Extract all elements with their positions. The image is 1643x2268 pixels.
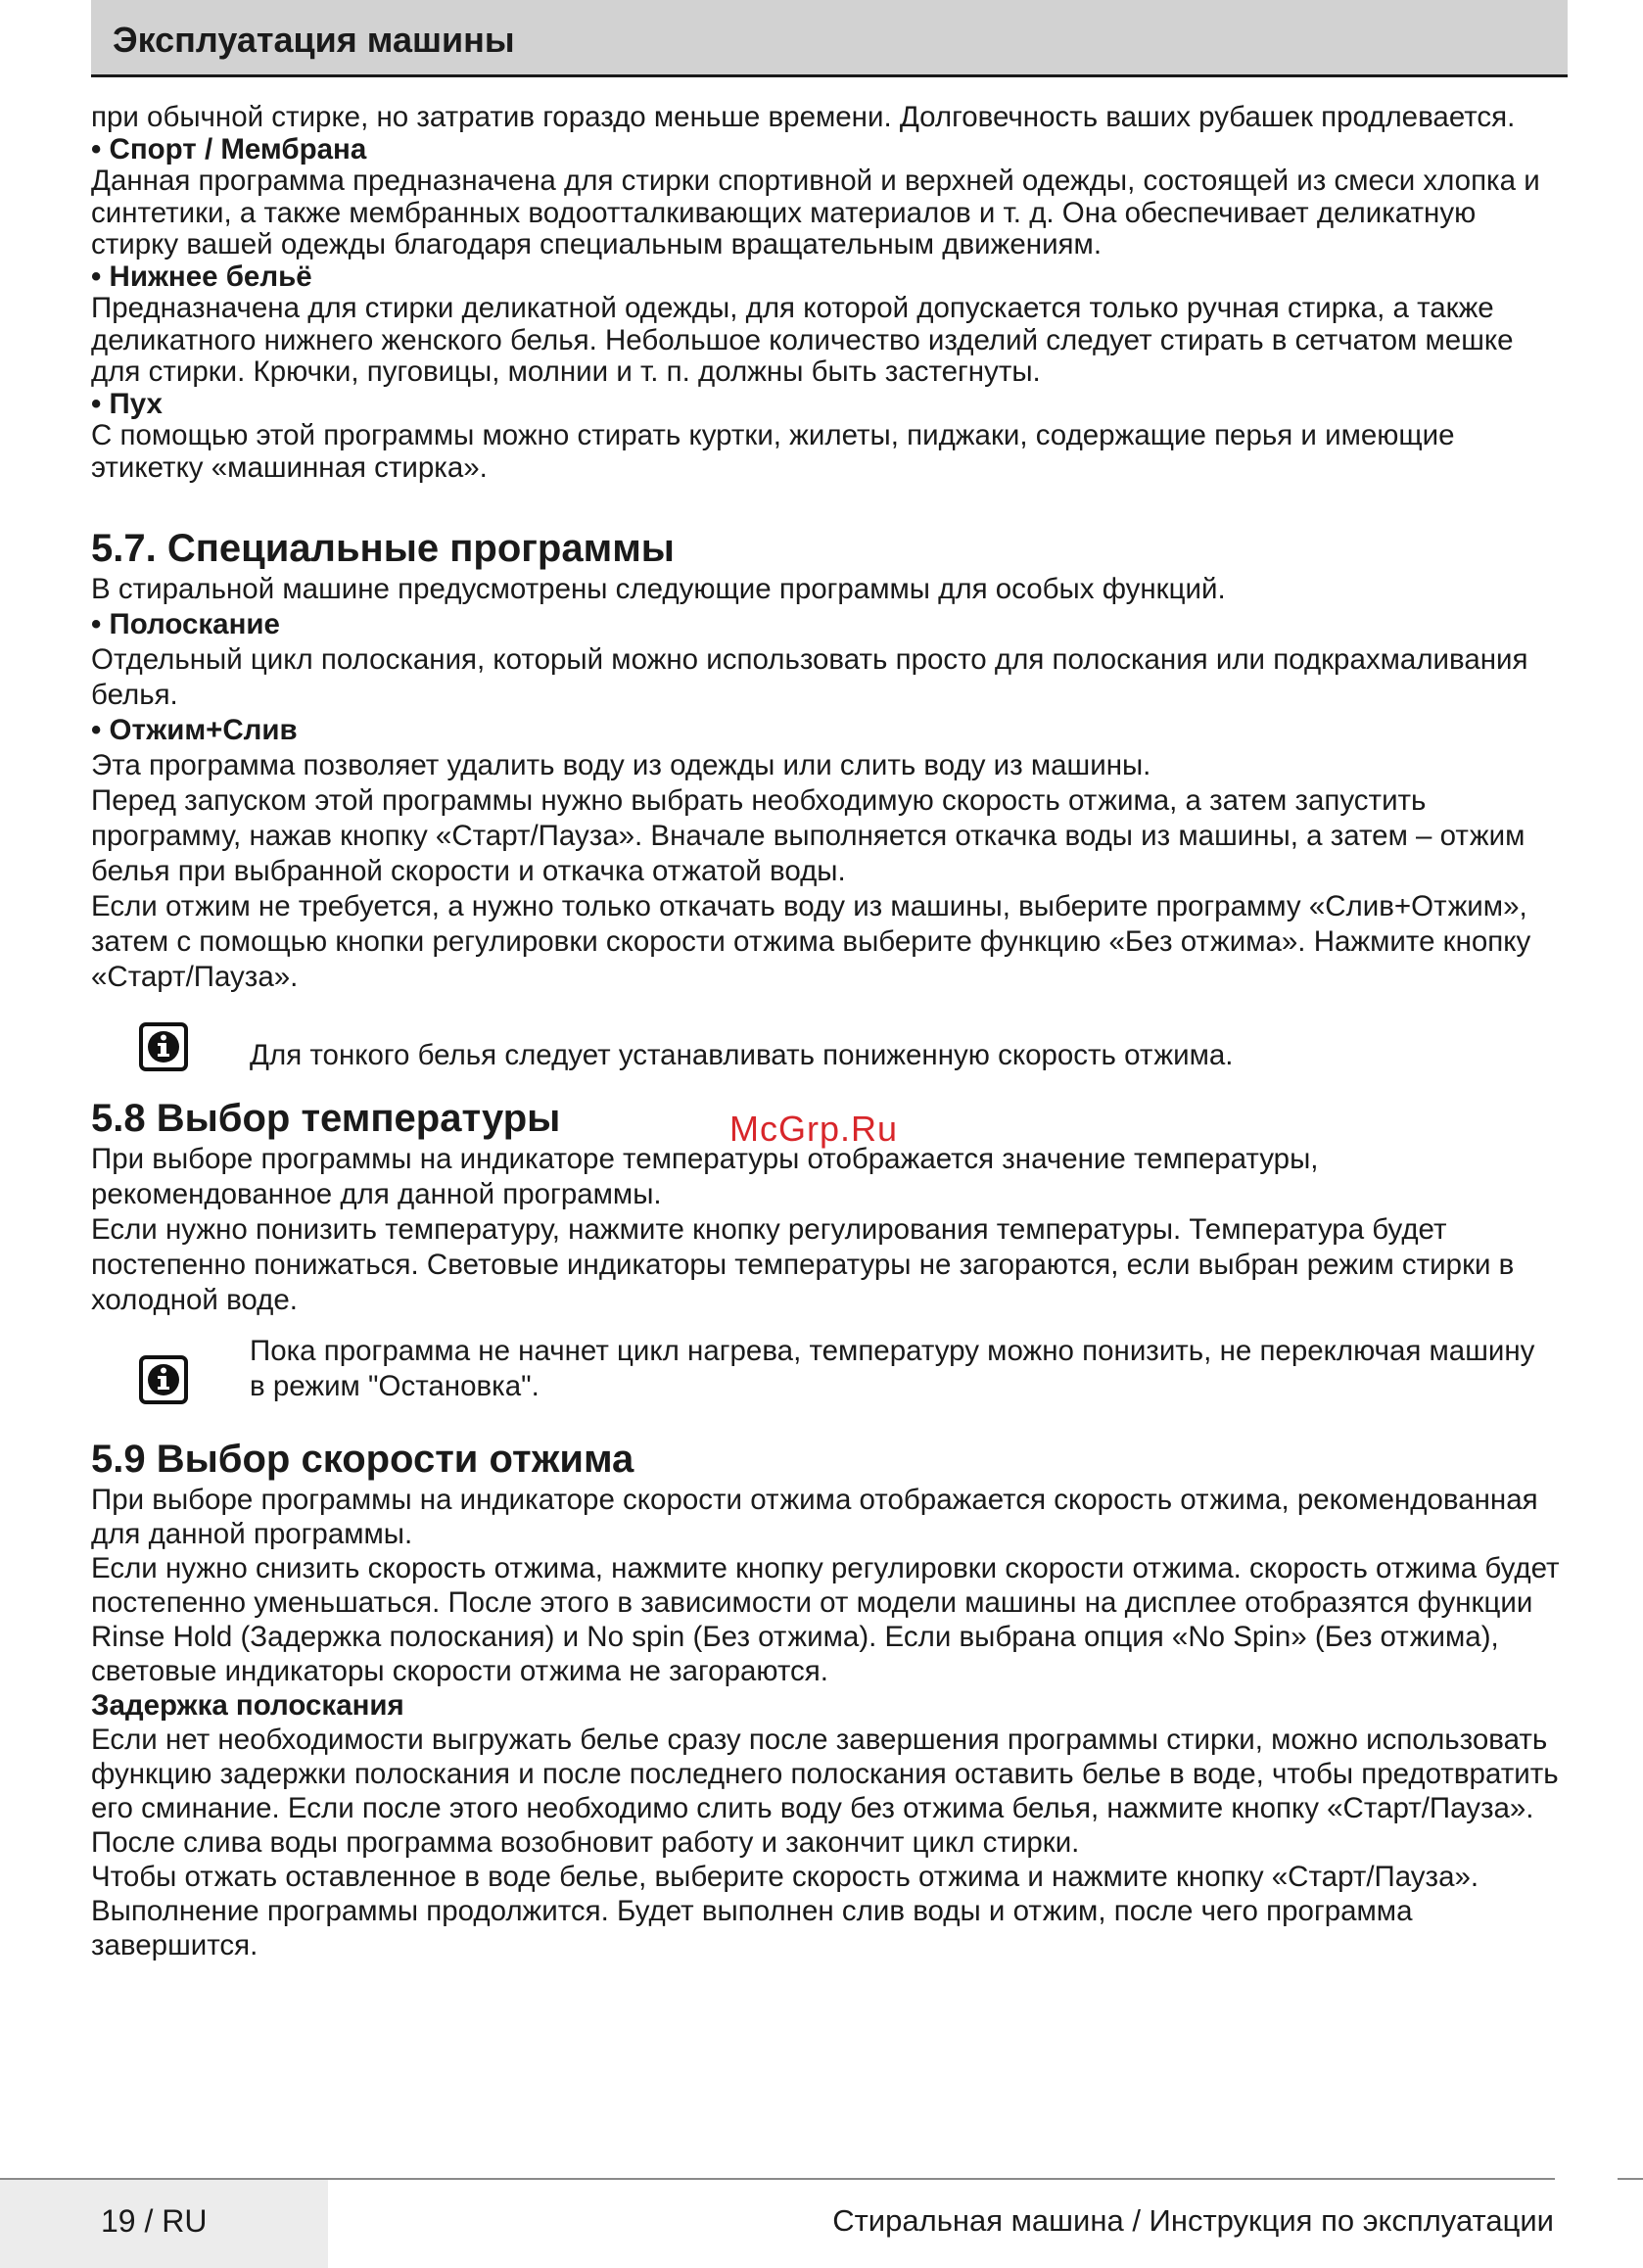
lingerie-program-text: Предназначена для стирки деликатной одежды, для которой допускается только ручная стирка, а также деликатного нижнего женского белья. Небольшое количество изделий следует стирать в сетчатом мешке для стирки. Крючки, пуговицы, молнии и т. п. должны быть застегнуты.	[91, 292, 1514, 388]
down-program-title: • Пух	[91, 387, 163, 420]
info-note-spin-text: Для тонкого белья следует устанавливать пониженную скорость отжима.	[250, 1039, 1234, 1071]
footer-page-box	[0, 2180, 328, 2268]
rinse-program-text: Отдельный цикл полоскания, который можно использовать просто для полоскания или подкрахмаливания белья.	[91, 643, 1528, 711]
section-5-9-title: 5.9 Выбор скорости отжима	[91, 1438, 634, 1481]
rinse-hold-paragraph-2: Чтобы отжать оставленное в воде белье, выберите скорость отжима и нажмите кнопку «Старт/Пауза».	[91, 1861, 1479, 1893]
info-icon	[139, 1355, 188, 1404]
watermark: McGrp.Ru	[729, 1109, 899, 1149]
section-5-9	[91, 1436, 1560, 1962]
page-content	[91, 102, 1560, 1962]
info-note-temperature-text: Пока программа не начнет цикл нагрева, температуру можно понизить, не переключая машину в режим "Остановка".	[250, 1335, 1535, 1402]
spin-drain-program-title: • Отжим+Слив	[91, 714, 298, 746]
section-5-7	[91, 525, 1560, 1091]
footer-divider-right	[1618, 2178, 1643, 2180]
section-5-8-title: 5.8 Выбор температуры	[91, 1097, 561, 1140]
rinse-hold-paragraph-3: Выполнение программы продолжится. Будет выполнен слив воды и отжим, после чего программа завершится.	[91, 1895, 1413, 1961]
spin-drain-paragraph-2: Перед запуском этой программы нужно выбрать необходимую скорость отжима, а затем запустить программу, нажав кнопку «Старт/Пауза». Вначале выполняется откачка воды из машины, а затем – отжим белья при выбранной скорости и откачка отжатой воды.	[91, 784, 1526, 887]
footer-document-title: Стиральная машина / Инструкция по эксплуатации	[832, 2203, 1554, 2238]
section-5-7-title: 5.7. Специальные программы	[91, 527, 675, 570]
page-header-title: Эксплуатация машины	[113, 20, 515, 60]
section-5-9-paragraph-1: При выборе программы на индикаторе скорости отжима отображается скорость отжима, рекомендованная для данной программы.	[91, 1484, 1538, 1550]
sport-program-title: • Спорт / Мембрана	[91, 132, 367, 165]
lingerie-program-title: • Нижнее бельё	[91, 260, 312, 293]
section-5-8-paragraph-2: Если нужно понизить температуру, нажмите кнопку регулирования температуры. Температура будет постепенно понижаться. Световые индикаторы температуры не загораются, если выбран режим стирки в холодной воде.	[91, 1213, 1515, 1316]
rinse-hold-title: Задержка полоскания	[91, 1689, 404, 1722]
info-icon	[139, 1022, 188, 1071]
sport-program-text: Данная программа предназначена для стирки спортивной и верхней одежды, состоящей из смеси хлопка и синтетики, а также мембранных водоотталкивающих материалов и т. д. Она обеспечивает деликатную стирку вашей одежды благодаря специальным вращательным движениям.	[91, 165, 1540, 260]
down-program-text: С помощью этой программы можно стирать куртки, жилеты, пиджаки, содержащие перья и имеющие этикетку «машинная стирка».	[91, 419, 1455, 484]
intro-section	[91, 102, 1560, 484]
section-5-9-paragraph-2: Если нужно снизить скорость отжима, нажмите кнопку регулировки скорости отжима. скорость отжима будет постепенно уменьшаться. После этого в зависимости от модели машины на дисплее отобразятся функции Rinse Hold (Задержка полоскания) и No spin (Без отжима). Если выбрана опция «No Spin» (Без отжима), световые индикаторы скорости отжима не загораются.	[91, 1552, 1560, 1687]
page-number: 19 / RU	[101, 2203, 208, 2239]
rinse-program-title: • Полоскание	[91, 608, 280, 640]
rinse-hold-paragraph-1: Если нет необходимости выгружать белье сразу после завершения программы стирки, можно использовать функцию задержки полоскания и после последнего полоскания оставить белье в воде, чтобы предотвратить его сминание. Если после этого необходимо слить воду без отжима белья, нажмите кнопку «Старт/Пауза». После слива воды программа возобновит работу и закончит цикл стирки.	[91, 1724, 1559, 1859]
header-bar	[91, 0, 1568, 77]
spin-drain-paragraph-1: Эта программа позволяет удалить воду из одежды или слить воду из машины.	[91, 749, 1151, 781]
section-5-7-intro: В стиральной машине предусмотрены следующие программы для особых функций.	[91, 573, 1226, 605]
intro-paragraph: при обычной стирке, но затратив гораздо меньше времени. Долговечность ваших рубашек продлевается.	[91, 101, 1516, 133]
spin-drain-paragraph-3: Если отжим не требуется, а нужно только откачать воду из машины, выберите программу «Слив+Отжим», затем с помощью кнопки регулировки скорости отжима выберите функцию «Без отжима». Нажмите кнопку «Старт/Пауза».	[91, 890, 1531, 993]
info-note-spin	[91, 1022, 1560, 1091]
section-5-8-paragraph-1: При выборе программы на индикаторе температуры отображается значение температуры, рекомендованное для данной программы.	[91, 1143, 1319, 1210]
info-note-temperature	[91, 1334, 1560, 1428]
